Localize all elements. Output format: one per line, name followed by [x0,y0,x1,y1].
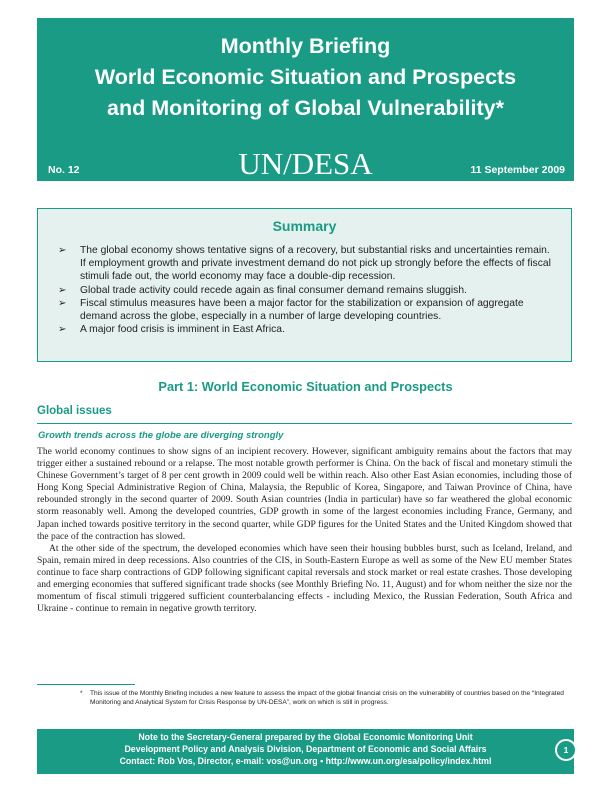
summary-item-text: Fiscal stimulus measures have been a major factor for the stabilization or expansion of aggregate demand across the globe, especially in a number of large developing countries. [80,297,524,323]
summary-item [58,297,557,323]
footer-contact: Contact: Rob Vos, Director, e-mail: vos@un.org • http://www.un.org/esa/policy/index.html [119,756,492,766]
summary-item-text: Global trade activity could recede again as final consumer demand remains sluggish. [80,284,467,296]
header-banner [37,18,574,181]
summary-item [58,244,557,284]
summary-item [58,323,557,336]
footnote-text: This issue of the Monthly Briefing includes a new feature to assess the impact of the global financial crisis on the vulnerability of countries based on the “Integrated Monitoring and Analytical System for Crisis Response by UN-DESA”, work on which is still in progress. [90,690,564,706]
body-text [37,446,572,615]
footer-line-1: Note to the Secretary-General prepared by the Global Economic Monitoring Unit [138,732,473,742]
footnote-mark: * [80,690,83,697]
part-heading: Part 1: World Economic Situation and Prospects [158,379,453,394]
arrow-bullet-icon: ➢ [58,324,67,336]
title-line-3: and Monitoring of Global Vulnerability* [107,96,504,120]
subsection-heading: Growth trends across the globe are diverging strongly [38,430,284,441]
paragraph: The world economy continues to show signs of an incipient recovery. However, significant ambiguity remains about the factors that may trigger either a sustained rebound or a relapse. The most notable growth performer is China. On the back of fiscal and monetary stimuli the Chinese Government’s target of 8 per cent growth in 2009 could well be within reach. Also other East Asian economies, including those of Hong Kong Special Administrative Region of China, Malaysia, the Republic of Korea, Singapore, and Taiwan Province of China, have rebounded strongly in the second quarter of 2009. South Asian countries (India in particular) have so far weathered the global economic storm reasonably well. Among the developed countries, GDP growth in some of the largest economies including France, Germany, and Japan inched towards positive territory in the second quarter, while GDP figures for the United States and the United Kingdom showed that the pace of the contraction has slowed. [37,446,572,542]
issue-number: No. 12 [48,164,80,176]
arrow-bullet-icon: ➢ [58,245,67,256]
paragraph: At the other side of the spectrum, the developed economies which have seen their housing bubbles burst, such as Iceland, Ireland, and Spain, remain mired in deep recessions. Also countries of the CIS, in South-Eastern Europe as well as some of the New EU member States continue to face sharp contractions of GDP following significant capital reversals and stock market or real estate crashes. Those developing and emerging economies that suffered significant trade shocks (see Monthly Briefing No. 11, August) and for whom neither the size nor the momentum of fiscal stimuli triggered sufficient counterbalancing effects - including Mexico, the Russian Federation, South Africa and Ukraine - continue to remain in negative growth territory. [37,542,572,615]
title-line-2: World Economic Situation and Prospects [94,65,517,89]
summary-box [37,208,572,362]
footer-line-2: Development Policy and Analysis Division, Department of Economic and Social Affairs [124,744,487,754]
arrow-bullet-icon: ➢ [58,284,67,296]
section-heading: Global issues [37,405,112,417]
issue-date: 11 September 2009 [470,164,565,176]
title-line-1: Monthly Briefing [220,34,391,58]
page-number: 1 [555,739,577,761]
summary-item-text: A major food crisis is imminent in East Africa. [80,324,285,336]
summary-list [58,244,557,336]
arrow-bullet-icon: ➢ [58,297,67,309]
section-divider [37,423,572,424]
footer-banner [37,729,574,774]
organization-name: UN/DESA [238,146,373,181]
summary-heading: Summary [272,218,337,234]
footnote-divider [37,684,135,685]
summary-item [58,284,557,297]
summary-item-text: The global economy shows tentative signs of a recovery, but substantial risks and uncertainties remain. If employment growth and private investment demand do not pick up strongly before the effects of fiscal stimuli fade out, the world economy may face a double-dip recession. [80,245,551,283]
briefing-title [37,31,574,124]
